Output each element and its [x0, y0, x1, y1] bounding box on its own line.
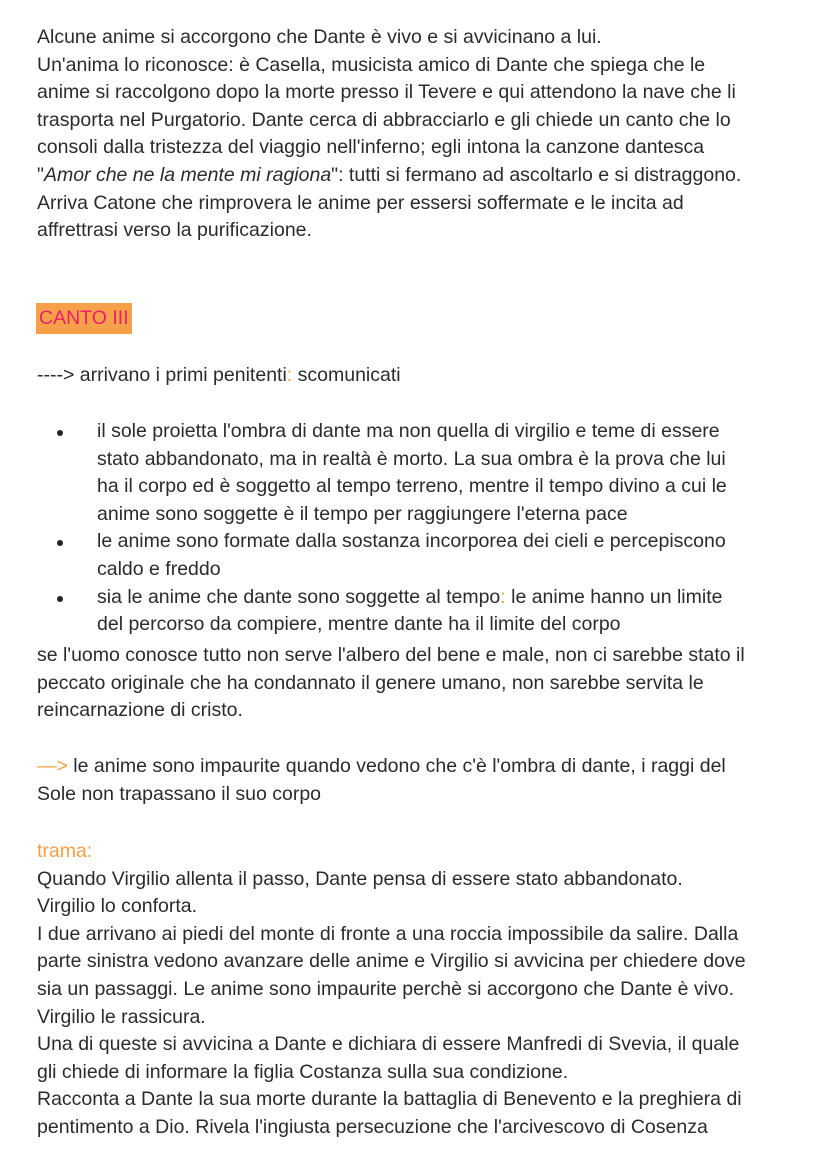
trama-section [37, 838, 807, 1142]
text-line [37, 753, 807, 781]
text-line [97, 584, 807, 612]
text-line: Sole non trapassano il suo corpo [37, 782, 322, 805]
arrival-line [37, 362, 807, 390]
text-line: le anime sono formate dalla sostanza incorporea dei cieli e percepiscono [97, 530, 726, 553]
bullet-list [37, 418, 807, 639]
quote-line [37, 162, 807, 190]
text-line: del percorso da compiere, mentre dante ha il limite del corpo [97, 613, 621, 636]
text-line: gli chiede di informare la figlia Costanza sulla sua condizione. [37, 1060, 569, 1083]
text-line: Arriva Catone che rimprovera le anime per essersi soffermate e le incita ad [37, 191, 684, 214]
text-line: peccato originale che ha condannato il genere umano, non sarebbe servita le [37, 671, 704, 694]
list-item [37, 418, 807, 528]
text-line: Una di queste si avvicina a Dante e dichiara di essere Manfredi di Svevia, il quale [37, 1033, 740, 1056]
arrow-icon: —> [37, 755, 68, 777]
text-line: il sole proietta l'ombra di dante ma non quella di virgilio e teme di essere [97, 420, 720, 442]
text-line: Alcune anime si accorgono che Dante è vivo e si avvicinano a lui. [37, 26, 602, 48]
text-line: parte sinistra vedono avanzare delle anime e Virgilio si avvicina per chiedere dove [37, 950, 746, 973]
text-line: caldo e freddo [97, 557, 221, 580]
quote-rest: ": tutti si fermano ad ascoltarlo e si distraggono. [331, 163, 742, 186]
text-line: ha il corpo ed è soggetto al tempo terreno, mentre il tempo divino a cui le [97, 475, 727, 498]
text-line: reincarnazione di cristo. [37, 699, 243, 722]
list-item [37, 528, 807, 583]
quote-open: " [37, 163, 44, 186]
text-line: I due arrivano ai piedi del monte di fronte a una roccia impossibile da salire. Dalla [37, 922, 739, 945]
text-segment: sia le anime che dante sono soggette al tempo [97, 585, 501, 608]
text-line: consoli dalla tristezza del viaggio nell'inferno; egli intona la canzone dantesca [37, 136, 705, 159]
text-line: trasporta nel Purgatorio. Dante cerca di abbracciarlo e gli chiede un canto che lo [37, 108, 731, 131]
arrival-rest: scomunicati [292, 364, 401, 386]
after-bullets-paragraph [37, 642, 807, 725]
text-line: Un'anima lo riconosce: è Casella, musicista amico di Dante che spiega che le [37, 53, 706, 76]
bullet-icon [57, 430, 63, 436]
text-line: anime sono soggette è il tempo per raggiungere l'eterna pace [97, 502, 628, 525]
text-line: pentimento a Dio. Rivela l'ingiusta persecuzione che l'arcivescovo di Cosenza [37, 1115, 708, 1138]
text-line: Quando Virgilio allenta il passo, Dante pensa di essere stato abbandonato. [37, 867, 683, 890]
intro-paragraph [37, 24, 807, 245]
bullet-icon [57, 540, 63, 546]
section-heading: CANTO III [36, 303, 132, 334]
text-line: se l'uomo conosce tutto non serve l'albero del bene e male, non ci sarebbe stato il [37, 644, 745, 666]
text-line: affrettrasi verso la purificazione. [37, 219, 312, 242]
orange-colon: : [286, 364, 293, 386]
orange-colon: : [500, 585, 506, 608]
text-segment: le anime hanno un limite [505, 585, 723, 608]
text-line: Racconta a Dante la sua morte durante la battaglia di Benevento e la preghiera di [37, 1088, 742, 1111]
text-line: Virgilio lo conforta. [37, 895, 198, 918]
text-segment: le anime sono impaurite quando vedono che c'è l'ombra di dante, i raggi del [67, 755, 726, 777]
trama-label: trama: [37, 840, 93, 862]
arrow-paragraph [37, 753, 807, 808]
arrow-text: ----> arrivano i primi penitenti [37, 364, 287, 386]
text-line: anime si raccolgono dopo la morte presso il Tevere e qui attendono la nave che li [37, 81, 736, 104]
text-line: stato abbandonato, ma in realtà è morto. La sua ombra è la prova che lui [97, 447, 726, 470]
list-item [37, 584, 807, 639]
text-line: Virgilio le rassicura. [37, 1005, 206, 1028]
bullet-icon [57, 596, 63, 602]
text-line: sia un passaggi. Le anime sono impaurite perchè si accorgono che Dante è vivo. [37, 977, 734, 1000]
song-title: Amor che ne la mente mi ragiona [43, 163, 332, 186]
